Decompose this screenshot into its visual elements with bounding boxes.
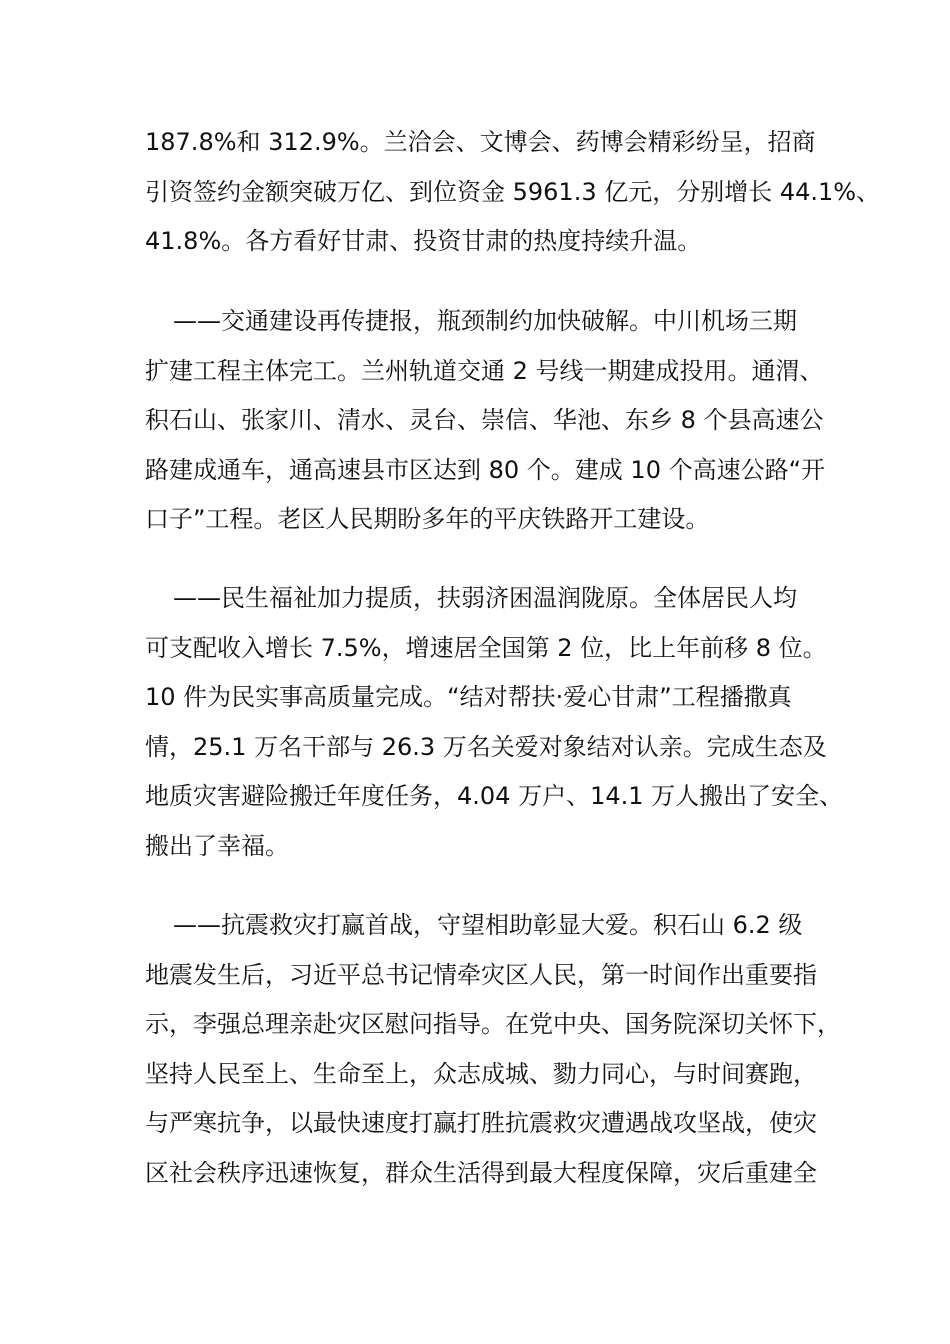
text-line: 扩建工程主体完工。兰州轨道交通 2 号线一期建成投用。通渭、	[145, 357, 824, 385]
text-line: 积石山、张家川、清水、灵台、崇信、华池、东乡 8 个县高速公	[145, 406, 824, 434]
text-line: 搬出了幸福。	[145, 832, 289, 860]
text-line: 41.8%。各方看好甘肃、投资甘肃的热度持续升温。	[145, 227, 702, 255]
text-line: 可支配收入增长 7.5%，增速居全国第 2 位，比上年前移 8 位。	[145, 634, 827, 662]
text-line: 引资签约金额突破万亿、到位资金 5961.3 亿元，分别增长 44.1%、	[145, 178, 881, 206]
text-line: ——抗震救灾打赢首战，守望相助彰显大爱。积石山 6.2 级	[173, 911, 803, 939]
text-line: 187.8%和 312.9%。兰洽会、文博会、药博会精彩纷呈，招商	[145, 128, 816, 156]
text-line: 10 件为民实事高质量完成。“结对帮扶·爱心甘肃”工程播撒真	[145, 683, 792, 711]
text-line: 地质灾害避险搬迁年度任务，4.04 万户、14.1 万人搬出了安全、	[145, 782, 844, 810]
text-line: ——交通建设再传捷报，瓶颈制约加快破解。中川机场三期	[173, 307, 797, 335]
text-line: 与严寒抗争，以最快速度打赢打胜抗震救灾遭遇战攻坚战，使灾	[145, 1109, 817, 1137]
text-line: ——民生福祉加力提质，扶弱济困温润陇原。全体居民人均	[173, 584, 797, 612]
text-line: 区社会秩序迅速恢复，群众生活得到最大程度保障，灾后重建全	[145, 1159, 817, 1187]
text-line: 地震发生后，习近平总书记情牵灾区人民，第一时间作出重要指	[145, 961, 817, 989]
text-line: 坚持人民至上、生命至上，众志成城、勠力同心，与时间赛跑，	[145, 1060, 817, 1088]
text-line: 口子”工程。老区人民期盼多年的平庆铁路开工建设。	[145, 505, 710, 533]
text-line: 示，李强总理亲赴灾区慰问指导。在党中央、国务院深切关怀下，	[145, 1010, 841, 1038]
text-line: 路建成通车，通高速县市区达到 80 个。建成 10 个高速公路“开	[145, 456, 826, 484]
text-line: 情，25.1 万名干部与 26.3 万名关爱对象结对认亲。完成生态及	[145, 733, 827, 761]
